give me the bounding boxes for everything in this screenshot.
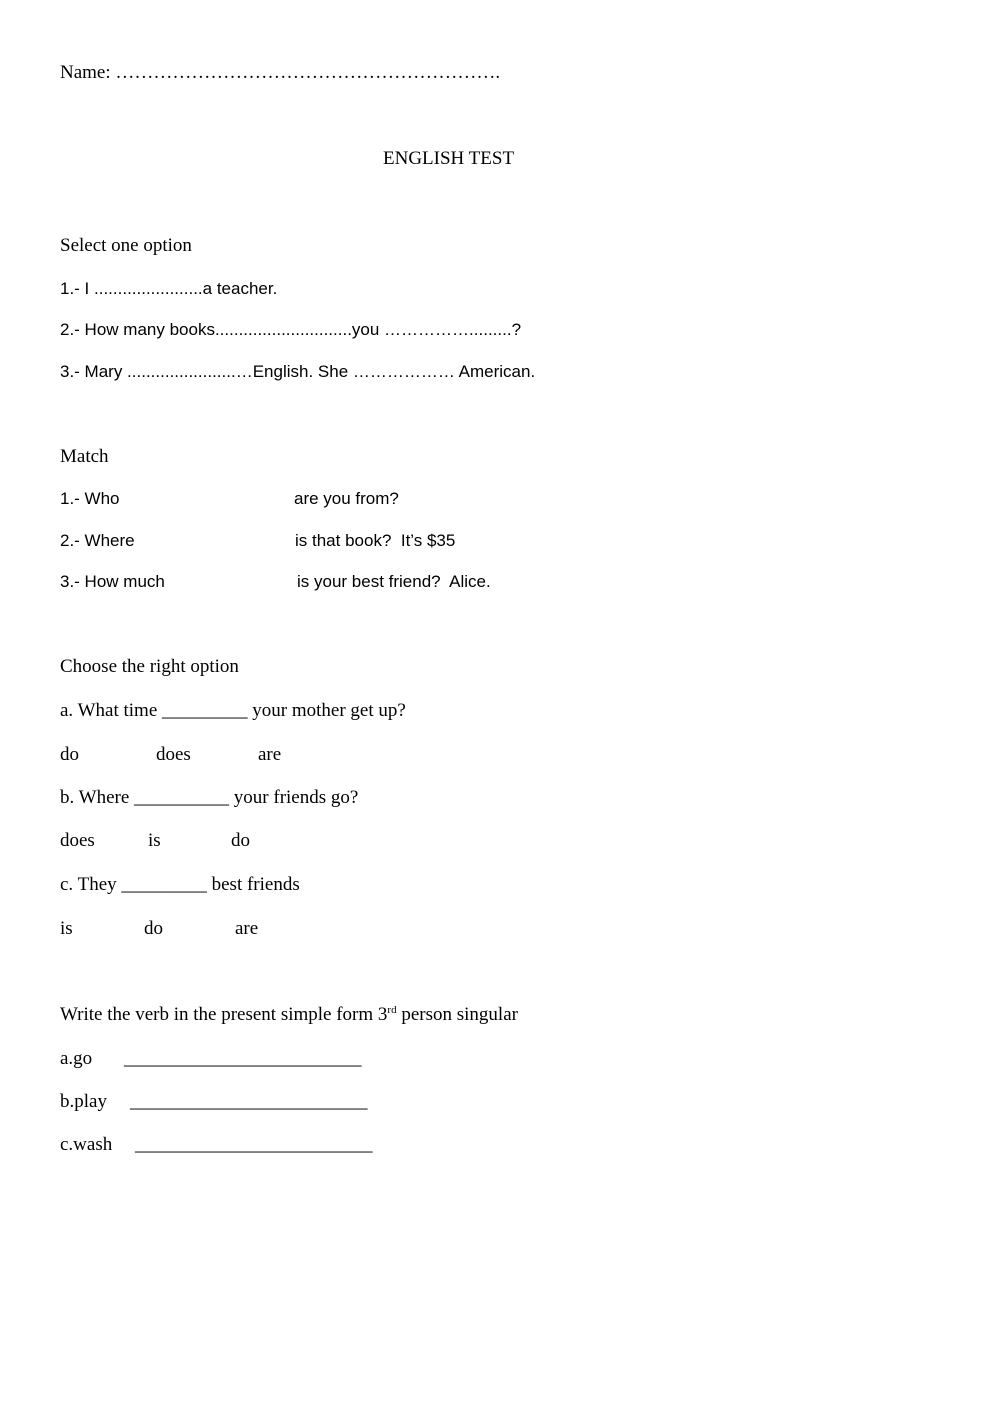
name-field-line: Name: ……………………………………………………. [60, 62, 501, 83]
write-heading-superscript: rd [387, 1004, 397, 1016]
choose-c-option-1: is [60, 918, 73, 939]
write-heading-text: Write the verb in the present simple form 3 [60, 1004, 388, 1025]
match-left-3: 3.- How much [60, 572, 165, 591]
write-item-label-b: b.play [60, 1091, 107, 1112]
match-right-2: is that book? It’s $35 [295, 531, 456, 550]
write-answer-blank-a: _________________________ [124, 1048, 362, 1069]
choose-question-a: a. What time _________ your mother get up? [60, 700, 406, 721]
select-item-1: 1.- I .......................a teacher. [60, 279, 278, 298]
page-title: ENGLISH TEST [383, 148, 515, 169]
match-right-1: are you from? [294, 489, 399, 508]
choose-question-b: b. Where __________ your friends go? [60, 787, 359, 808]
choose-a-option-3: are [258, 744, 282, 765]
write-item-label-a: a.go [60, 1048, 93, 1069]
match-right-3: is your best friend? Alice. [297, 572, 491, 591]
write-answer-blank-c: _________________________ [135, 1134, 373, 1155]
write-heading-text-end: person singular [396, 1004, 518, 1025]
choose-a-option-1: do [60, 744, 79, 765]
select-item-3: 3.- Mary .......................…English. She ……………… American. [60, 362, 536, 381]
choose-c-option-2: do [144, 918, 163, 939]
write-answer-blank-b: _________________________ [130, 1091, 368, 1112]
match-left-1: 1.- Who [60, 489, 120, 508]
choose-b-option-1: does [60, 830, 95, 851]
section-heading-select: Select one option [60, 235, 192, 256]
match-left-2: 2.- Where [60, 531, 135, 550]
write-item-label-c: c.wash [60, 1134, 113, 1155]
choose-c-option-3: are [235, 918, 259, 939]
choose-b-option-2: is [148, 830, 161, 851]
choose-a-option-2: does [156, 744, 191, 765]
section-heading-match: Match [60, 446, 109, 467]
select-item-2: 2.- How many books.............................you …………….........? [60, 320, 522, 339]
section-heading-write [60, 1004, 518, 1026]
choose-question-c: c. They _________ best friends [60, 874, 300, 895]
choose-b-option-3: do [231, 830, 250, 851]
section-heading-choose: Choose the right option [60, 656, 239, 677]
